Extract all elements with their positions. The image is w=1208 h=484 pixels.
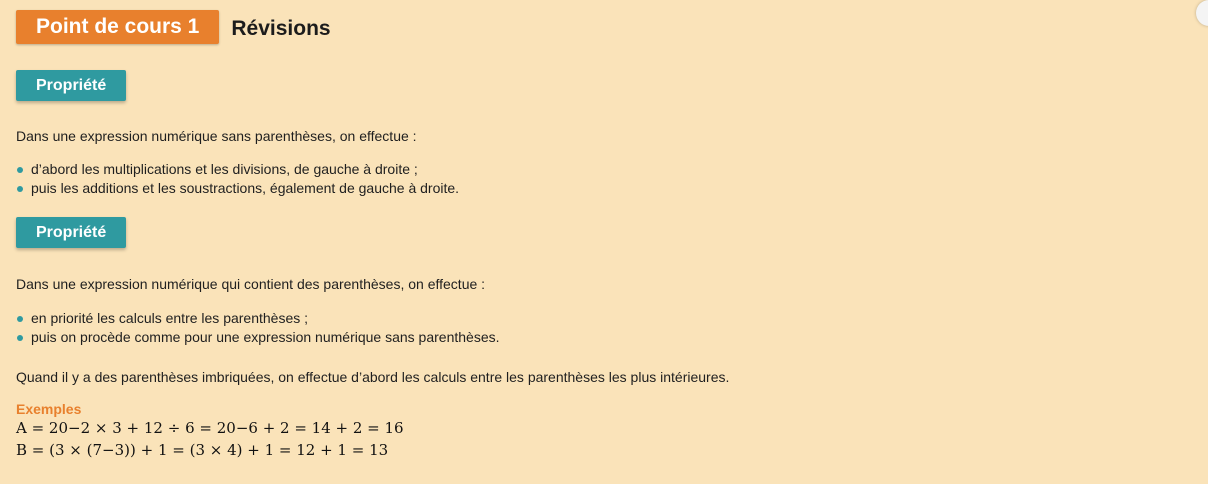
property-intro: Dans une expression numérique qui contient des parenthèses, on effectue : — [16, 276, 486, 292]
bullet-dot-icon — [17, 316, 23, 322]
bullet-text: puis les additions et les soustractions, également de gauche à droite. — [31, 180, 460, 196]
property-intro: Dans une expression numérique sans parenthèses, on effectue : — [16, 128, 417, 144]
bullet-text: en priorité les calculs entre les parenthèses ; — [31, 310, 309, 326]
chapter-title: Révisions — [231, 17, 331, 40]
list-item — [16, 309, 1176, 328]
list-item — [16, 179, 1176, 198]
bullet-dot-icon — [17, 335, 23, 341]
examples-title: Exemples — [16, 401, 82, 417]
example-line-b: B = (3 × (7−3)) + 1 = (3 × 4) + 1 = 12 + 1 = 13 — [16, 441, 389, 459]
property-badge: Propriété — [16, 217, 126, 248]
nested-parentheses-note: Quand il y a des parenthèses imbriquées, on effectue d’abord les calculs entre les parenthèses les plus intérieures. — [16, 369, 730, 385]
bullet-dot-icon — [17, 167, 23, 173]
lesson-content — [16, 10, 1176, 461]
bullet-text: puis on procède comme pour une expression numérique sans parenthèses. — [31, 329, 500, 345]
property-bullet-list — [16, 160, 1176, 198]
chapter-badge: Point de cours 1 — [16, 10, 219, 44]
examples-section — [16, 401, 1176, 461]
property-bullet-list — [16, 309, 1176, 347]
lesson-header — [16, 10, 1176, 44]
bullet-text: d’abord les multiplications et les divisions, de gauche à droite ; — [31, 161, 418, 177]
example-line-a: A = 20−2 × 3 + 12 ÷ 6 = 20−6 + 2 = 14 + 2 = 16 — [16, 419, 404, 437]
property-section-1 — [16, 70, 1176, 198]
property-section-2 — [16, 217, 1176, 387]
list-item — [16, 160, 1176, 179]
property-badge: Propriété — [16, 70, 126, 101]
bullet-dot-icon — [17, 186, 23, 192]
list-item — [16, 328, 1176, 347]
corner-toggle-button[interactable] — [1196, 0, 1208, 26]
